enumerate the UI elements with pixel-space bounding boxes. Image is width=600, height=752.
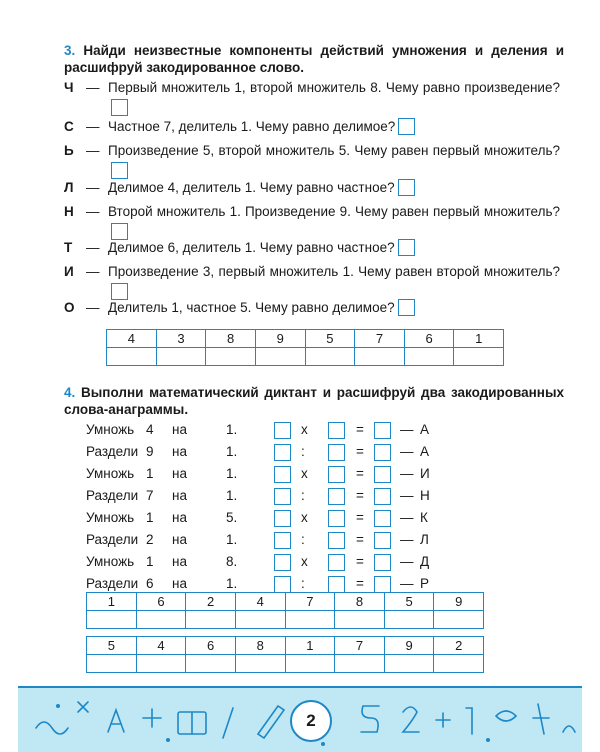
row-operand-a: 9 (146, 444, 154, 459)
row-dash: — (400, 488, 414, 503)
operand-box[interactable] (328, 510, 345, 527)
row-operand-b: 1. (226, 422, 238, 437)
item-question: Делимое 6, делитель 1. Чему равно частное? (108, 240, 395, 255)
code-cell: 2 (186, 593, 236, 611)
letter-answer-cell[interactable] (285, 611, 335, 629)
operand-box[interactable] (328, 532, 345, 549)
row-operand-b: 1. (226, 444, 238, 459)
letter-answer-cell[interactable] (186, 655, 236, 673)
operand-box[interactable] (328, 466, 345, 483)
row-verb: Раздели (86, 576, 139, 591)
answer-box[interactable] (398, 179, 415, 196)
operand-box[interactable] (328, 422, 345, 439)
code-cell: 5 (87, 637, 137, 655)
row-equals: = (356, 510, 364, 525)
item-question: Частное 7, делитель 1. Чему равно делимое? (108, 119, 396, 134)
row-prep: на (172, 488, 187, 503)
task3-code-table (106, 329, 504, 366)
row-prep: на (172, 466, 187, 481)
operand-box[interactable] (274, 466, 291, 483)
row-operand-a: 1 (146, 510, 154, 525)
row-prep: на (172, 576, 187, 591)
row-dash: — (400, 444, 414, 459)
result-box[interactable] (374, 488, 391, 505)
task4-code-table-2 (86, 636, 484, 673)
letter-answer-cell[interactable] (186, 611, 236, 629)
letter-answer-cell[interactable] (136, 655, 186, 673)
dictation-row (86, 508, 446, 528)
letter-answer-cell[interactable] (454, 348, 504, 366)
item-letter: Ч (64, 80, 74, 95)
row-dash: — (400, 576, 414, 591)
row-operand-a: 1 (146, 466, 154, 481)
row-letter: А (420, 444, 430, 459)
row-operator: : (301, 576, 305, 591)
code-cell: 2 (434, 637, 484, 655)
task4-number: 4. (64, 385, 76, 400)
item-dash: — (86, 300, 100, 315)
dictation-row (86, 442, 446, 462)
dictation-row (86, 464, 446, 484)
operand-box[interactable] (274, 510, 291, 527)
letter-answer-cell[interactable] (305, 348, 355, 366)
item-letter: И (64, 264, 74, 279)
letter-answer-cell[interactable] (355, 348, 405, 366)
code-cell: 5 (384, 593, 434, 611)
row-prep: на (172, 444, 187, 459)
task4-title: Выполни математический диктант и расшифруй два закодированных слова-анаграммы. (64, 385, 564, 417)
dictation-row (86, 530, 446, 550)
dictation-row (86, 420, 446, 440)
letter-answer-cell[interactable] (434, 611, 484, 629)
letter-answer-cell[interactable] (136, 611, 186, 629)
row-operand-b: 8. (226, 554, 238, 569)
row-verb: Умножь (86, 554, 135, 569)
answer-box[interactable] (111, 162, 128, 179)
row-dash: — (400, 554, 414, 569)
row-equals: = (356, 532, 364, 547)
code-cell: 4 (136, 637, 186, 655)
code-cell: 5 (305, 330, 355, 348)
row-equals: = (356, 444, 364, 459)
letter-answer-cell[interactable] (255, 348, 305, 366)
item-letter: С (64, 119, 74, 134)
item-question: Делимое 4, делитель 1. Чему равно частное? (108, 180, 395, 195)
item-letter: О (64, 300, 75, 315)
letter-answer-cell[interactable] (235, 611, 285, 629)
row-operand-b: 1. (226, 532, 238, 547)
item-letter: Ь (64, 143, 74, 158)
row-dash: — (400, 422, 414, 437)
code-cell: 7 (355, 330, 405, 348)
letter-answer-cell[interactable] (285, 655, 335, 673)
row-verb: Умножь (86, 422, 135, 437)
row-verb: Раздели (86, 532, 139, 547)
task4-code-table-1 (86, 592, 484, 629)
letter-answer-cell[interactable] (384, 611, 434, 629)
code-cell: 8 (235, 637, 285, 655)
item-dash: — (86, 143, 100, 158)
row-equals: = (356, 466, 364, 481)
result-box[interactable] (374, 554, 391, 571)
row-dash: — (400, 466, 414, 481)
row-operand-b: 5. (226, 510, 238, 525)
operand-box[interactable] (328, 554, 345, 571)
code-cell: 1 (285, 637, 335, 655)
letter-answer-cell[interactable] (87, 655, 137, 673)
row-operand-b: 1. (226, 576, 238, 591)
code-cell: 4 (235, 593, 285, 611)
code-cell: 8 (206, 330, 256, 348)
row-operand-a: 1 (146, 554, 154, 569)
code-cell: 8 (335, 593, 385, 611)
letter-answer-cell[interactable] (434, 655, 484, 673)
row-equals: = (356, 488, 364, 503)
row-operator: : (301, 488, 305, 503)
row-verb: Раздели (86, 444, 139, 459)
row-letter: Р (420, 576, 430, 591)
operand-box[interactable] (274, 532, 291, 549)
row-verb: Умножь (86, 510, 135, 525)
task4-heading (64, 384, 564, 418)
row-letter: Н (420, 488, 430, 503)
operand-box[interactable] (274, 488, 291, 505)
task3-title: Найди неизвестные компоненты действий умножения и деления и расшифруй закодированное слово. (64, 43, 564, 75)
letter-answer-cell[interactable] (107, 348, 157, 366)
code-cell: 9 (434, 593, 484, 611)
operand-box[interactable] (274, 444, 291, 461)
task3-heading (64, 42, 564, 76)
code-cell: 7 (335, 637, 385, 655)
item-dash: — (86, 240, 100, 255)
result-box[interactable] (374, 510, 391, 527)
result-box[interactable] (374, 532, 391, 549)
item-dash: — (86, 80, 100, 95)
letter-answer-cell[interactable] (235, 655, 285, 673)
row-equals: = (356, 554, 364, 569)
result-box[interactable] (374, 444, 391, 461)
answer-box[interactable] (398, 239, 415, 256)
item-question: Делитель 1, частное 5. Чему равно делимое? (108, 300, 395, 315)
operand-box[interactable] (328, 488, 345, 505)
item-question: Произведение 5, второй множитель 5. Чему равен первый множитель? (108, 143, 560, 158)
code-cell: 3 (156, 330, 206, 348)
task3-number: 3. (64, 43, 76, 58)
code-cell: 9 (384, 637, 434, 655)
code-cell: 7 (285, 593, 335, 611)
item-letter: Н (64, 204, 74, 219)
row-prep: на (172, 532, 187, 547)
answer-box[interactable] (398, 118, 415, 135)
row-operator: : (301, 444, 305, 459)
item-question: Второй множитель 1. Произведение 9. Чему равен первый множитель? (108, 204, 560, 219)
row-operand-a: 4 (146, 422, 154, 437)
code-cell: 6 (136, 593, 186, 611)
code-cell: 6 (404, 330, 454, 348)
item-dash: — (86, 119, 100, 134)
row-letter: А (420, 422, 430, 437)
row-prep: на (172, 554, 187, 569)
operand-box[interactable] (274, 554, 291, 571)
answer-box[interactable] (111, 99, 128, 116)
row-letter: К (420, 510, 428, 525)
letter-answer-cell[interactable] (384, 655, 434, 673)
code-cell: 6 (186, 637, 236, 655)
row-operand-b: 1. (226, 488, 238, 503)
letter-answer-cell[interactable] (206, 348, 256, 366)
row-operand-a: 6 (146, 576, 154, 591)
row-prep: на (172, 422, 187, 437)
letter-answer-cell[interactable] (404, 348, 454, 366)
item-dash: — (86, 264, 100, 279)
operand-box[interactable] (328, 576, 345, 593)
result-box[interactable] (374, 576, 391, 593)
letter-answer-cell[interactable] (335, 655, 385, 673)
item-letter: Л (64, 180, 74, 195)
code-cell: 1 (87, 593, 137, 611)
item-letter: Т (64, 240, 73, 255)
row-operator: x (301, 466, 308, 481)
page-number: 2 (290, 700, 332, 742)
row-prep: на (172, 510, 187, 525)
row-letter: И (420, 466, 430, 481)
dictation-row (86, 552, 446, 572)
code-cell: 9 (255, 330, 305, 348)
row-equals: = (356, 422, 364, 437)
row-operator: x (301, 510, 308, 525)
row-dash: — (400, 510, 414, 525)
operand-box[interactable] (274, 576, 291, 593)
letter-answer-cell[interactable] (87, 611, 137, 629)
row-letter: Д (420, 554, 430, 569)
result-box[interactable] (374, 422, 391, 439)
code-cell: 4 (107, 330, 157, 348)
item-dash: — (86, 204, 100, 219)
dictation-row (86, 486, 446, 506)
item-question: Первый множитель 1, второй множитель 8. Чему равно произведение? (108, 80, 560, 95)
row-operator: x (301, 422, 308, 437)
code-cell: 1 (454, 330, 504, 348)
letter-answer-cell[interactable] (335, 611, 385, 629)
row-operand-a: 2 (146, 532, 154, 547)
answer-box[interactable] (398, 299, 415, 316)
row-operand-a: 7 (146, 488, 154, 503)
result-box[interactable] (374, 466, 391, 483)
row-verb: Раздели (86, 488, 139, 503)
operand-box[interactable] (274, 422, 291, 439)
row-operand-b: 1. (226, 466, 238, 481)
row-verb: Умножь (86, 466, 135, 481)
row-equals: = (356, 576, 364, 591)
dictation-row (86, 574, 446, 594)
row-dash: — (400, 532, 414, 547)
item-question: Произведение 3, первый множитель 1. Чему равен второй множитель? (108, 264, 560, 279)
operand-box[interactable] (328, 444, 345, 461)
item-dash: — (86, 180, 100, 195)
letter-answer-cell[interactable] (156, 348, 206, 366)
row-operator: : (301, 532, 305, 547)
row-letter: Л (420, 532, 429, 547)
row-operator: x (301, 554, 308, 569)
